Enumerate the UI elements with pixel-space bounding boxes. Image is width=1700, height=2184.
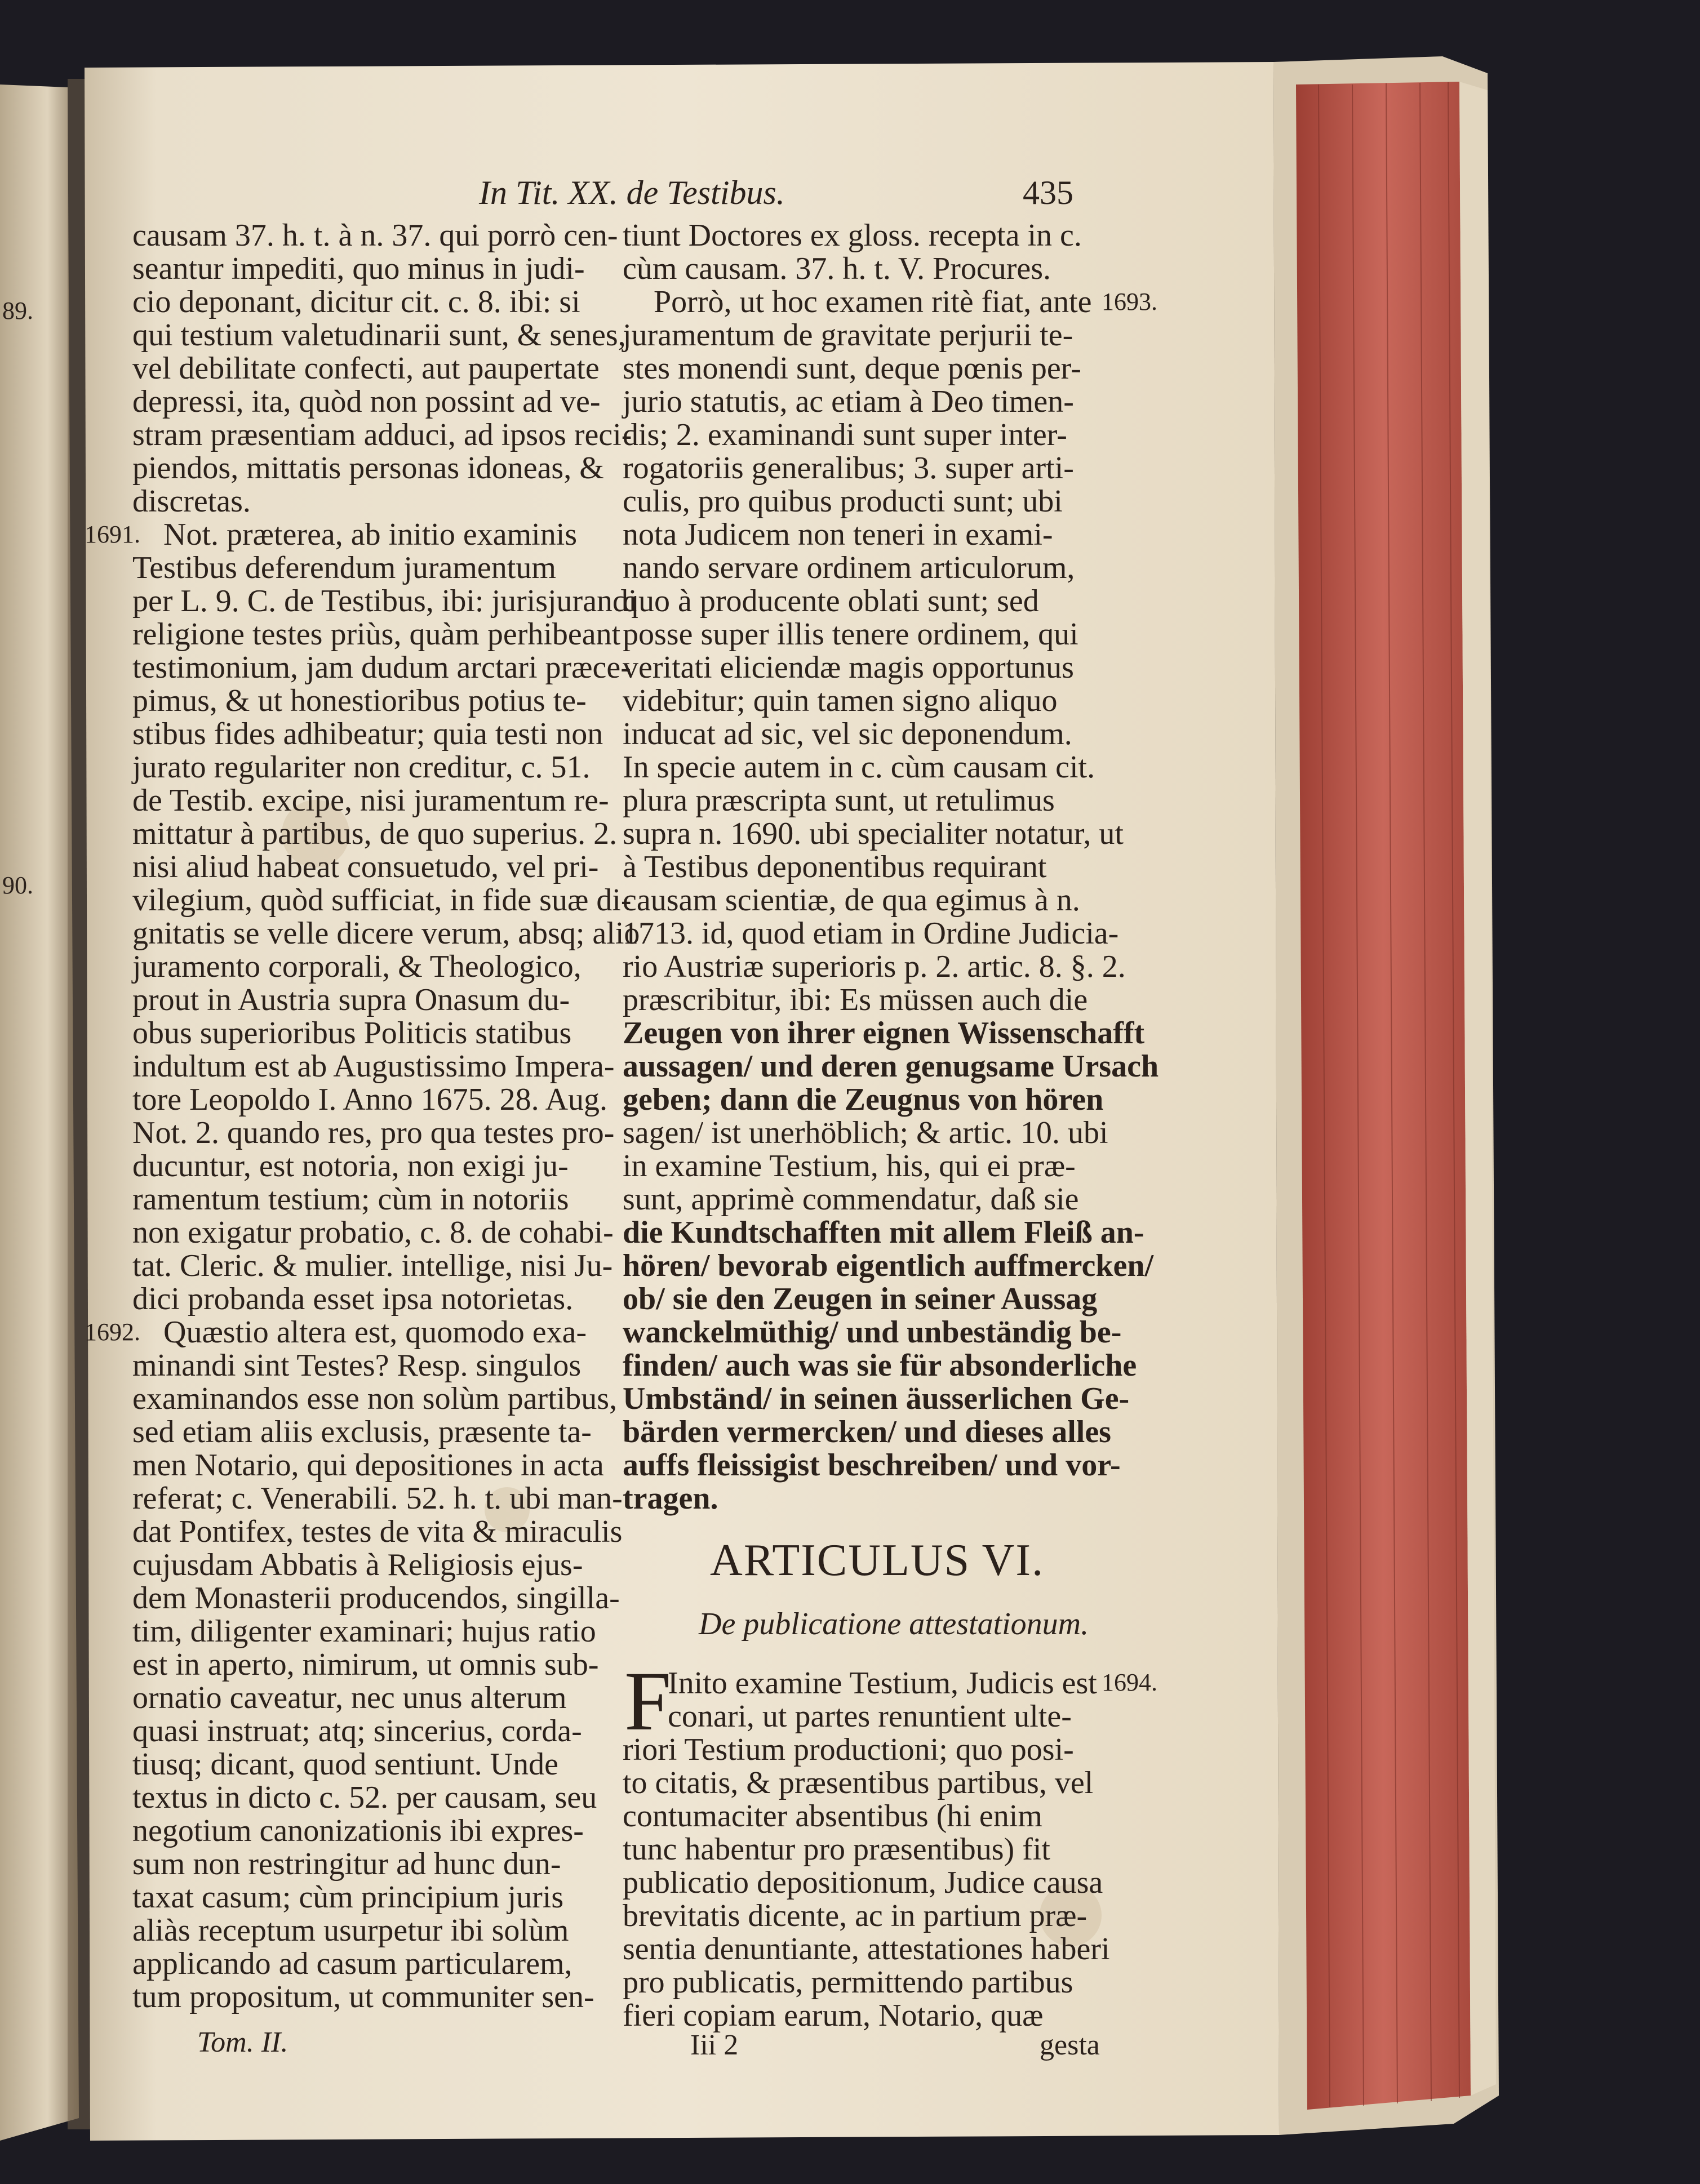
text-line: tore Leopoldo I. Anno 1675. 28. Aug.: [132, 1082, 608, 1117]
text-line: seantur impediti, quo minus in judi-: [132, 251, 585, 286]
text-line: In specie autem in c. cùm causam cit.: [623, 750, 1095, 785]
text-line: obus superioribus Politicis statibus: [132, 1016, 572, 1051]
text-line: tum propositum, ut communiter sen-: [132, 1980, 594, 2014]
text-line: die Kundtschafften mit allem Fleiß an-: [623, 1215, 1144, 1250]
text-line: riori Testium productioni; quo posi-: [623, 1732, 1074, 1767]
text-line: stes monendi sunt, deque pœnis per-: [623, 351, 1081, 386]
text-line: dis; 2. examinandi sunt super inter-: [623, 417, 1067, 452]
text-line: nisi aliud habeat consuetudo, vel pri-: [132, 849, 599, 884]
text-line: Testibus deferendum juramentum: [132, 550, 556, 585]
text-line: tiunt Doctores ex gloss. recepta in c.: [623, 218, 1082, 253]
text-line: tunc habentur pro præsentibus) fit: [623, 1832, 1050, 1867]
text-line: mittatur à partibus, de quo superius. 2.: [132, 816, 618, 851]
text-line: sum non restringitur ad hunc dun-: [132, 1847, 561, 1881]
article-subtitle: De publicatione attestationum.: [699, 1607, 1089, 1642]
text-line: culis, pro quibus producti sunt; ubi: [623, 484, 1063, 519]
text-line: inducat ad sic, vel sic deponendum.: [623, 717, 1072, 751]
text-line: auffs fleissigist beschreiben/ und vor-: [623, 1448, 1121, 1483]
text-line: dem Monasterii producendos, singilla-: [132, 1581, 620, 1616]
text-line: videbitur; quin tamen signo aliquo: [623, 683, 1058, 718]
text-line: geben; dann die Zeugnus von hören: [623, 1082, 1104, 1117]
text-line: finden/ auch was sie für absonderliche: [623, 1348, 1137, 1383]
text-line: ob/ sie den Zeugen in seiner Aussag: [623, 1282, 1098, 1316]
text-line: tiusq; dicant, quod sentiunt. Unde: [132, 1747, 558, 1782]
text-line: quo à producente oblati sunt; sed: [623, 584, 1039, 619]
text-line: men Notario, qui depositiones in acta: [132, 1448, 604, 1483]
margin-number: 1694.: [1102, 1669, 1157, 1696]
text-line: plura præscripta sunt, ut retulimus: [623, 783, 1055, 818]
text-line: ornatio caveatur, nec unus alterum: [132, 1680, 567, 1715]
text-line: dat Pontifex, testes de vita & miraculis: [132, 1514, 623, 1549]
page-number: 435: [1023, 174, 1073, 211]
text-line: piendos, mittatis personas idoneas, &: [132, 451, 604, 486]
text-line: taxat casum; cùm principium juris: [132, 1880, 564, 1915]
text-line: veritati eliciendæ magis opportunus: [623, 650, 1074, 685]
text-line: conari, ut partes renuntient ulte-: [668, 1699, 1072, 1734]
margin-number: 1693.: [1102, 288, 1157, 315]
text-line: wanckelmüthig/ und unbeständig be-: [623, 1315, 1122, 1350]
text-line: jurato regulariter non creditur, c. 51.: [132, 750, 591, 785]
text-line: pro publicatis, permittendo partibus: [623, 1965, 1073, 2000]
text-line: pimus, & ut honestioribus potius te-: [132, 683, 587, 718]
text-line: Porrò, ut hoc examen ritè fiat, ante: [654, 284, 1092, 319]
text-line: bärden vermercken/ und dieses alles: [623, 1415, 1111, 1449]
text-line: ducuntur, est notoria, non exigi ju-: [132, 1149, 569, 1184]
running-head: In Tit. XX. de Testibus.: [479, 174, 785, 211]
volume-mark: Tom. II.: [197, 2026, 288, 2058]
text-line: causam 37. h. t. à n. 37. qui porrò cen-: [132, 218, 618, 253]
text-line: religione testes priùs, quàm perhibeant: [132, 617, 621, 652]
drop-cap: F: [624, 1654, 672, 1748]
text-line: gnitatis se velle dicere verum, absq; alio: [132, 916, 640, 951]
text-line: supra n. 1690. ubi specialiter notatur, ut: [623, 816, 1124, 851]
text-line: de Testib. excipe, nisi juramentum re-: [132, 783, 609, 818]
facing-page-number: 89.: [2, 297, 33, 324]
text-line: non exigatur probatio, c. 8. de cohabi-: [132, 1215, 614, 1250]
text-line: brevitatis dicente, ac in partium præ-: [623, 1898, 1088, 1933]
text-line: est in aperto, nimirum, ut omnis sub-: [132, 1647, 599, 1682]
text-line: Umbständ/ in seinen äusserlichen Ge-: [623, 1381, 1130, 1416]
text-line: qui testium valetudinarii sunt, & senes,: [132, 318, 626, 353]
text-line: fieri copiam earum, Notario, quæ: [623, 1998, 1044, 2033]
text-line: vilegium, quòd sufficiat, in fide suæ di-: [132, 883, 632, 918]
text-line: referat; c. Venerabili. 52. h. t. ubi man-: [132, 1481, 623, 1516]
text-line: discretas.: [132, 484, 251, 519]
text-line: nota Judicem non teneri in exami-: [623, 517, 1053, 552]
text-line: sentia denuntiante, attestationes haberi: [623, 1932, 1110, 1967]
text-line: vel debilitate confecti, aut paupertate: [132, 351, 600, 386]
text-line: rio Austriæ superioris p. 2. artic. 8. §. 2.: [623, 949, 1126, 984]
text-line: minandi sint Testes? Resp. singulos: [132, 1348, 582, 1383]
text-line: cio deponant, dicitur cit. c. 8. ibi: si: [132, 284, 580, 319]
text-line: cujusdam Abbatis à Religiosis ejus-: [132, 1547, 583, 1582]
text-line: sagen/ ist unerhöblich; & artic. 10. ubi: [623, 1115, 1108, 1150]
text-line: stibus fides adhibeatur; quia testi non: [132, 717, 603, 751]
text-line: tat. Cleric. & mulier. intellige, nisi Ju-: [132, 1248, 613, 1283]
text-line: 1713. id, quod etiam in Ordine Judicia-: [623, 916, 1119, 951]
text-line: juramento corporali, & Theologico,: [132, 949, 582, 984]
catchword: gesta: [1040, 2029, 1100, 2061]
margin-number: 1691.: [85, 521, 140, 548]
text-line: examinandos esse non solùm partibus,: [132, 1381, 618, 1416]
text-line: tragen.: [623, 1481, 718, 1516]
text-line: aliàs receptum usurpetur ibi solùm: [132, 1913, 569, 1948]
text-line: prout in Austria supra Onasum du-: [132, 982, 570, 1017]
text-line: nando servare ordinem articulorum,: [623, 550, 1075, 585]
text-line: per L. 9. C. de Testibus, ibi: jurisjurandi: [132, 584, 637, 619]
text-line: cùm causam. 37. h. t. V. Procures.: [623, 251, 1051, 286]
text-line: juramentum de gravitate perjurii te-: [623, 318, 1073, 353]
text-line: sunt, apprimè commendatur, daß sie: [623, 1182, 1079, 1217]
text-line: à Testibus deponentibus requirant: [623, 849, 1047, 884]
text-line: aussagen/ und deren genugsame Ursach: [623, 1049, 1159, 1084]
text-line: Not. 2. quando res, pro qua testes pro-: [132, 1115, 615, 1150]
text-line: causam scientiæ, de qua egimus à n.: [623, 883, 1080, 918]
text-line: Zeugen von ihrer eignen Wissenschafft: [623, 1016, 1145, 1051]
text-line: Not. præterea, ab initio examinis: [163, 517, 578, 552]
article-heading: ARTICULUS VI.: [710, 1536, 1045, 1585]
text-line: negotium canonizationis ibi expres-: [132, 1813, 584, 1848]
text-line: indultum est ab Augustissimo Impera-: [132, 1049, 615, 1084]
text-line: to citatis, & præsentibus partibus, vel: [623, 1765, 1094, 1800]
signature-mark: Iii 2: [690, 2029, 739, 2061]
text-line: applicando ad casum particularem,: [132, 1946, 572, 1981]
facing-page-number: 90.: [2, 871, 33, 899]
text-line: præscribitur, ibi: Es müssen auch die: [623, 982, 1088, 1017]
text-line: in examine Testium, his, qui ei præ-: [623, 1149, 1076, 1184]
text-line: posse super illis tenere ordinem, qui: [623, 617, 1078, 652]
text-line: testimonium, jam dudum arctari præce-: [132, 650, 631, 685]
text-line: jurio statutis, ac etiam à Deo timen-: [623, 384, 1074, 419]
text-line: tim, diligenter examinari; hujus ratio: [132, 1614, 596, 1649]
text-line: contumaciter absentibus (hi enim: [623, 1799, 1042, 1834]
text-line: Inito examine Testium, Judicis est: [668, 1666, 1097, 1701]
text-line: quasi instruat; atq; sincerius, corda-: [132, 1714, 582, 1749]
text-line: dici probanda esset ipsa notorietas.: [132, 1282, 574, 1316]
text-line: hören/ bevorab eigentlich auffmercken/: [623, 1248, 1154, 1283]
margin-number: 1692.: [85, 1318, 140, 1346]
text-line: textus in dicto c. 52. per causam, seu: [132, 1780, 597, 1815]
text-line: Quæstio altera est, quomodo exa-: [163, 1315, 587, 1350]
text-line: depressi, ita, quòd non possint ad ve-: [132, 384, 601, 419]
text-line: rogatoriis generalibus; 3. super arti-: [623, 451, 1074, 486]
text-line: ramentum testium; cùm in notoriis: [132, 1182, 569, 1217]
text-line: sed etiam aliis exclusis, præsente ta-: [132, 1415, 592, 1449]
text-line: stram præsentiam adduci, ad ipsos reci-: [132, 417, 632, 452]
text-line: publicatio depositionum, Judice causa: [623, 1865, 1103, 1900]
